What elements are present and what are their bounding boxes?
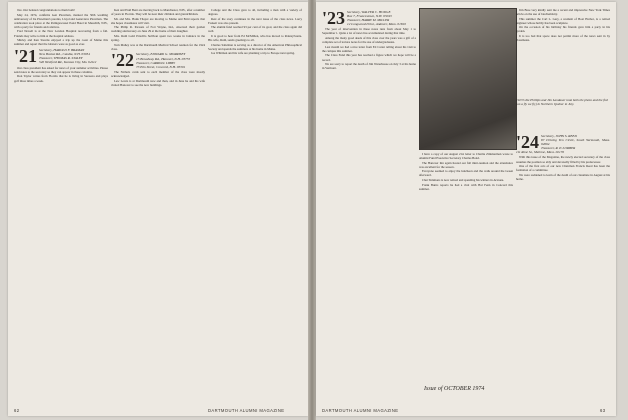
paragraph: Fred Newell is at the New London Hospital recovering from a fall. Friends may write to him at the hospital address. bbox=[14, 29, 108, 38]
treasurer-line: Treasurer, THOMAS R. STALEY bbox=[39, 56, 83, 61]
left-column-1 bbox=[14, 8, 108, 83]
treasurer-line: Treasurer, CARROLL LIBBY bbox=[136, 60, 175, 65]
class-heading-21 bbox=[14, 45, 108, 66]
left-column-2 bbox=[111, 8, 205, 88]
left-column-3 bbox=[208, 8, 302, 56]
secretary-line: Secretary, JOHN S. REED bbox=[541, 133, 577, 138]
treasurer-address: 540 Westford Rd., Kansas City, Mo. 64112 bbox=[39, 60, 97, 65]
paragraph: live. Our belated congratulations to them both! bbox=[17, 8, 75, 12]
secretary-line: Secretary, HAROLD F. BRAMAN bbox=[39, 47, 85, 52]
paragraph: Chet Simmons is now retired and spending his winters in Arizona. bbox=[422, 178, 505, 183]
paragraph: Tom Mahey was at the Dartmouth Medical School reunion for the 1924 class. bbox=[111, 42, 205, 51]
paragraph: Among the many good deeds of this class over the years was a gift of a complete set of lecture notes for the use of undergraduates. bbox=[322, 36, 416, 45]
photo-caption: 1923's Ike Phillips and Jim Landauer took both the photo and the fish (on a fly we fly) in Northern Quebec in July. bbox=[516, 98, 609, 107]
paragraph: I have a copy of our August 21st letter to Charlie Zimmerman wrote to Alumni Fund Executive Secretary Charles Bond. bbox=[419, 152, 513, 161]
paragraph: Don Taylor writes from Florida that he is living in Sarasota and plays golf three times a week. bbox=[14, 74, 108, 83]
class-year: '24 bbox=[516, 132, 540, 152]
right-column-2 bbox=[419, 152, 513, 191]
treasurer-address: 111 Rose St., Melrose, Mass. 02176 bbox=[516, 149, 565, 154]
paragraph: Lew Lewis is at Dartmouth now and then, and in June he and his wife visited Hanover to see the new buildings. bbox=[111, 79, 205, 88]
paragraph: May 24, 1974, confirms Gen Plowman, marked the 50th wedding anniversary of Ira Plowman's parents, Lloyd and Genevieve Plowman. The celebration took place at the Pemigewasset Pond Hotel in Meredith, N.H., with a party for friends and relatives. bbox=[14, 12, 108, 29]
paragraph: Everyone seemed to enjoy the luncheon and the walk around the Green afterward. bbox=[419, 169, 513, 178]
paragraph: This summer the Carl L. Gary, a resident of Boat Harbor, is a retired engineer whose hobby has been sculpture. bbox=[516, 16, 610, 25]
paragraph: One of the first acts of our new Chairman Francis Reed has been the formation of a committee. bbox=[516, 164, 610, 173]
paragraph: It is too bad that space does not permit more of the news sent in by classmates. bbox=[516, 34, 610, 43]
left-page bbox=[8, 2, 308, 416]
secretary-address: 87 Driving Ten Circle, South Yarmouth, Mass. 02664 bbox=[541, 137, 610, 146]
paragraph: Charles Saltzman is serving as a director of the American Philosophical Society and spends the summers at his home in Maine. bbox=[208, 42, 302, 51]
page-number: 62 bbox=[14, 408, 20, 413]
paragraph: The year of intervention in these notes runs from about May 1 to September 1. Quite a lot of news has accumulated during that time. bbox=[322, 27, 416, 36]
class-year: '21 bbox=[14, 45, 38, 66]
paragraph: We were saddened to learn of the death of our classmate in August at his home. bbox=[516, 172, 610, 181]
paragraph: The Class Fund this year has reached a figure which we hope will be a record. bbox=[322, 53, 416, 62]
paragraph: Shirley and Ken Stearns enjoyed a trip up the coast of Maine this summer and report that the lobsters were as good as ever. bbox=[14, 38, 108, 47]
secretary-address: 15 Broadway Rd., Hanover, N.H. 03755 bbox=[136, 56, 191, 61]
paragraph: Ken and Enid Bent are moving back to Manchester, N.H., after a number of years in Florida. They will be near their children and grandchildren. bbox=[111, 8, 205, 17]
paragraph: Rest of the story continues in the next issue of the class news. Larry Foskett was also present. bbox=[208, 16, 302, 25]
paragraph: It is good to hear from Ed McMillen, who has moved to Pennsylvania. His wife, Ruth, sends greetings to all. bbox=[208, 34, 302, 43]
paragraph: With this issue of the Magazine, the newly elected secretary of the class assumes the position so ably and devotedly filled by his predecessor. bbox=[516, 155, 610, 164]
paragraph: Frank Burns reports he had a visit with Hal Fenn in Concord this summer. bbox=[419, 182, 513, 191]
right-page bbox=[316, 2, 616, 416]
book-gutter bbox=[308, 0, 316, 420]
treasurer-line: Treasurer, R. P. LORBER bbox=[541, 145, 576, 150]
page-number: 63 bbox=[600, 408, 606, 413]
treasurer-address: 73 Elm Street, Concord, N.H. 03301 bbox=[136, 64, 186, 69]
class-year: '22 bbox=[111, 50, 135, 71]
footer-title: DARTMOUTH ALUMNI MAGAZINE bbox=[322, 408, 399, 413]
paragraph: Joe Whitman and his wife are planning a trip to Europe next spring. bbox=[211, 51, 295, 56]
secretary-line: Secretary, WALTER C. HODGE bbox=[347, 9, 391, 14]
fishing-photo bbox=[419, 8, 517, 150]
secretary-address: New Boston Rd., Candia, N.H. 03034 bbox=[39, 51, 90, 56]
paragraph: Mrs. Ruth Ladd Priscilla Sullivan spent two weeks in Jamaica in the spring. bbox=[111, 34, 205, 43]
right-column-3b bbox=[516, 132, 610, 182]
right-column-1 bbox=[322, 8, 416, 71]
paragraph: Last month we had a nice letter from Ed Carter telling about his visit to the campus this summer. bbox=[322, 44, 416, 53]
secretary-address: Box 7, Francestown, N.H. 03043 bbox=[347, 13, 392, 18]
right-column-3 bbox=[516, 8, 610, 96]
paragraph: Our class president has asked for news of your summer activities. Please send notes to the secretary so they can appear in these columns. bbox=[14, 65, 108, 74]
paragraph: The alumni fund reached 93 per cent of its goal, and the class again did well. bbox=[208, 25, 302, 34]
paragraph: We are sorry to report the death of Jim Waterhouse on July 3 at his home in Vermont. bbox=[322, 62, 416, 71]
class-heading-24 bbox=[516, 134, 610, 154]
paragraph: The Nichols cards sent to each member of the class were mostly acknowledged. bbox=[111, 70, 205, 79]
paragraph: On the occasion of his birthday his friends gave him a party in his garden. bbox=[516, 25, 610, 34]
class-heading-23 bbox=[322, 10, 416, 26]
treasurer-address: 12 Longwood Drive, Andover, Mass. 01810 bbox=[347, 21, 406, 26]
paragraph: Mr. and Mrs. Hank Thayer are moving to Maine and Enid reports that she hopes classmates will visit. bbox=[111, 16, 205, 25]
paragraph: The Hanover Inn again hosted our fall mini-reunion and the attendance was excellent for the season. bbox=[419, 160, 513, 169]
footer-title: DARTMOUTH ALUMNI MAGAZINE bbox=[208, 408, 285, 413]
secretary-line: Secretary, EDWARD G. MORRISEY bbox=[136, 52, 186, 57]
paragraph: The Philip R. Parsons of Fort Wayne, Ind., observed their golden wedding anniversary on June 29 at the home of their daughter. bbox=[111, 25, 205, 34]
paragraph: College and the Class gave to all, including a man with a variety of degrees. bbox=[208, 8, 302, 17]
issue-label: Issue of OCTOBER 1974 bbox=[424, 386, 485, 392]
class-year: '23 bbox=[322, 8, 346, 28]
paragraph: Jim Bree very kindly sent me a recent and impressive New York Times article on the use of biochemistry. bbox=[516, 8, 610, 17]
class-heading-22 bbox=[111, 50, 205, 71]
treasurer-line: Treasurer, HARRY M. MILLER bbox=[347, 17, 390, 22]
